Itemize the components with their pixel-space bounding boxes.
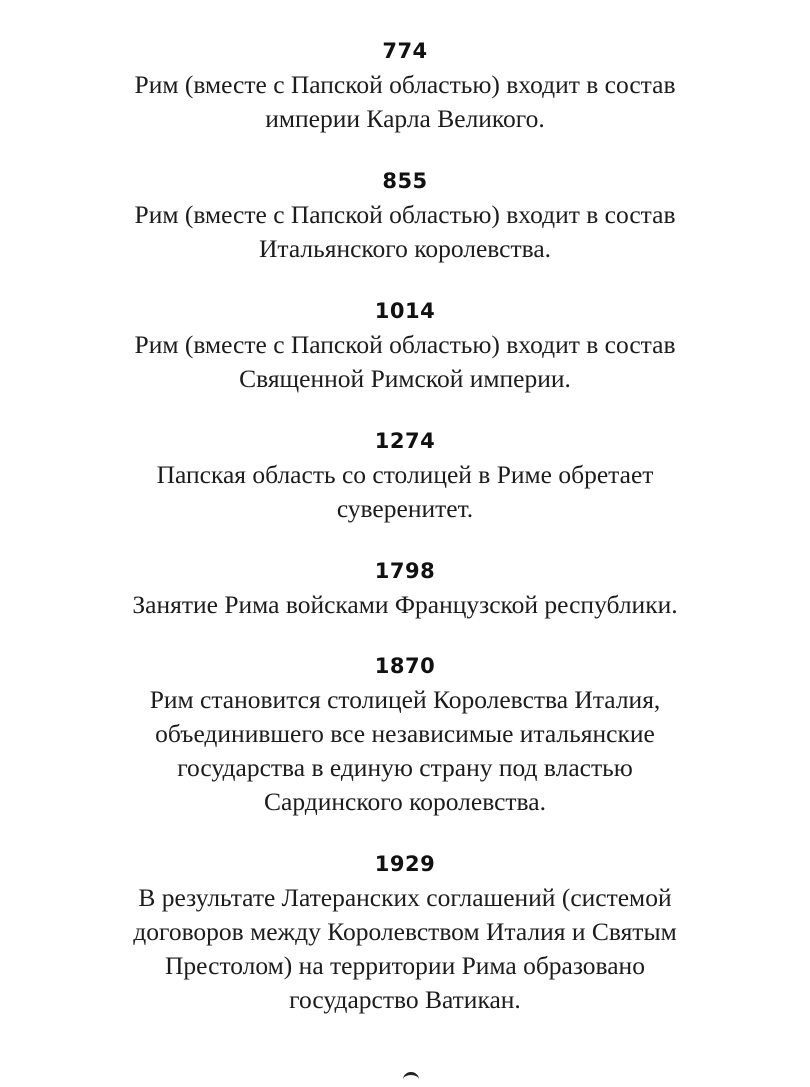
- entry-description: [90, 458, 720, 526]
- entry-description: [90, 881, 720, 1017]
- description-line: Рим становится столицей Королевства Италия,: [149, 685, 661, 714]
- description-line: В результате Латеранских соглашений (системой: [138, 883, 672, 912]
- timeline-entry: [90, 296, 720, 396]
- entry-year: 855: [382, 169, 428, 193]
- description-line: государства в единую страну под властью: [177, 753, 633, 782]
- description-line: договоров между Королевством Италия и Святым: [133, 917, 677, 946]
- timeline-entry: [90, 166, 720, 266]
- description-line: Папская область со столицей в Риме обретает: [156, 460, 654, 489]
- entry-year: 1014: [374, 299, 436, 323]
- description-line: суверенитет.: [336, 494, 474, 523]
- description-line: Сардинского королевства.: [264, 787, 546, 816]
- entry-year: 1929: [374, 852, 436, 876]
- description-line: империи Карла Великого.: [265, 104, 545, 133]
- description-line: Итальянского королевства.: [258, 234, 552, 263]
- entry-description: [90, 198, 720, 266]
- entry-year: 1870: [374, 654, 436, 678]
- description-line: Священной Римской империи.: [239, 364, 571, 393]
- description-line: Престолом) на территории Рима образовано: [165, 951, 645, 980]
- description-line: государство Ватикан.: [289, 985, 521, 1014]
- description-line: Рим (вместе с Папской областью) входит в состав: [134, 330, 676, 359]
- entry-description: [90, 683, 720, 819]
- timeline-entry: [90, 651, 720, 819]
- timeline: [90, 36, 720, 1017]
- entry-description: [90, 588, 720, 622]
- entry-year: 774: [382, 39, 428, 63]
- entry-description: [90, 328, 720, 396]
- entry-year: 1798: [374, 559, 436, 583]
- entry-year: 1274: [374, 429, 436, 453]
- description-line: Рим (вместе с Папской областью) входит в состав: [134, 70, 676, 99]
- timeline-entry: [90, 556, 720, 622]
- description-line: Рим (вместе с Папской областью) входит в состав: [134, 200, 676, 229]
- entry-description: [90, 68, 720, 136]
- timeline-entry: [90, 849, 720, 1017]
- timeline-entry: [90, 426, 720, 526]
- timeline-entry: [90, 36, 720, 136]
- description-line: объединившего все независимые итальянские: [155, 719, 655, 748]
- description-line: Занятие Рима войсками Французской республики.: [132, 590, 678, 619]
